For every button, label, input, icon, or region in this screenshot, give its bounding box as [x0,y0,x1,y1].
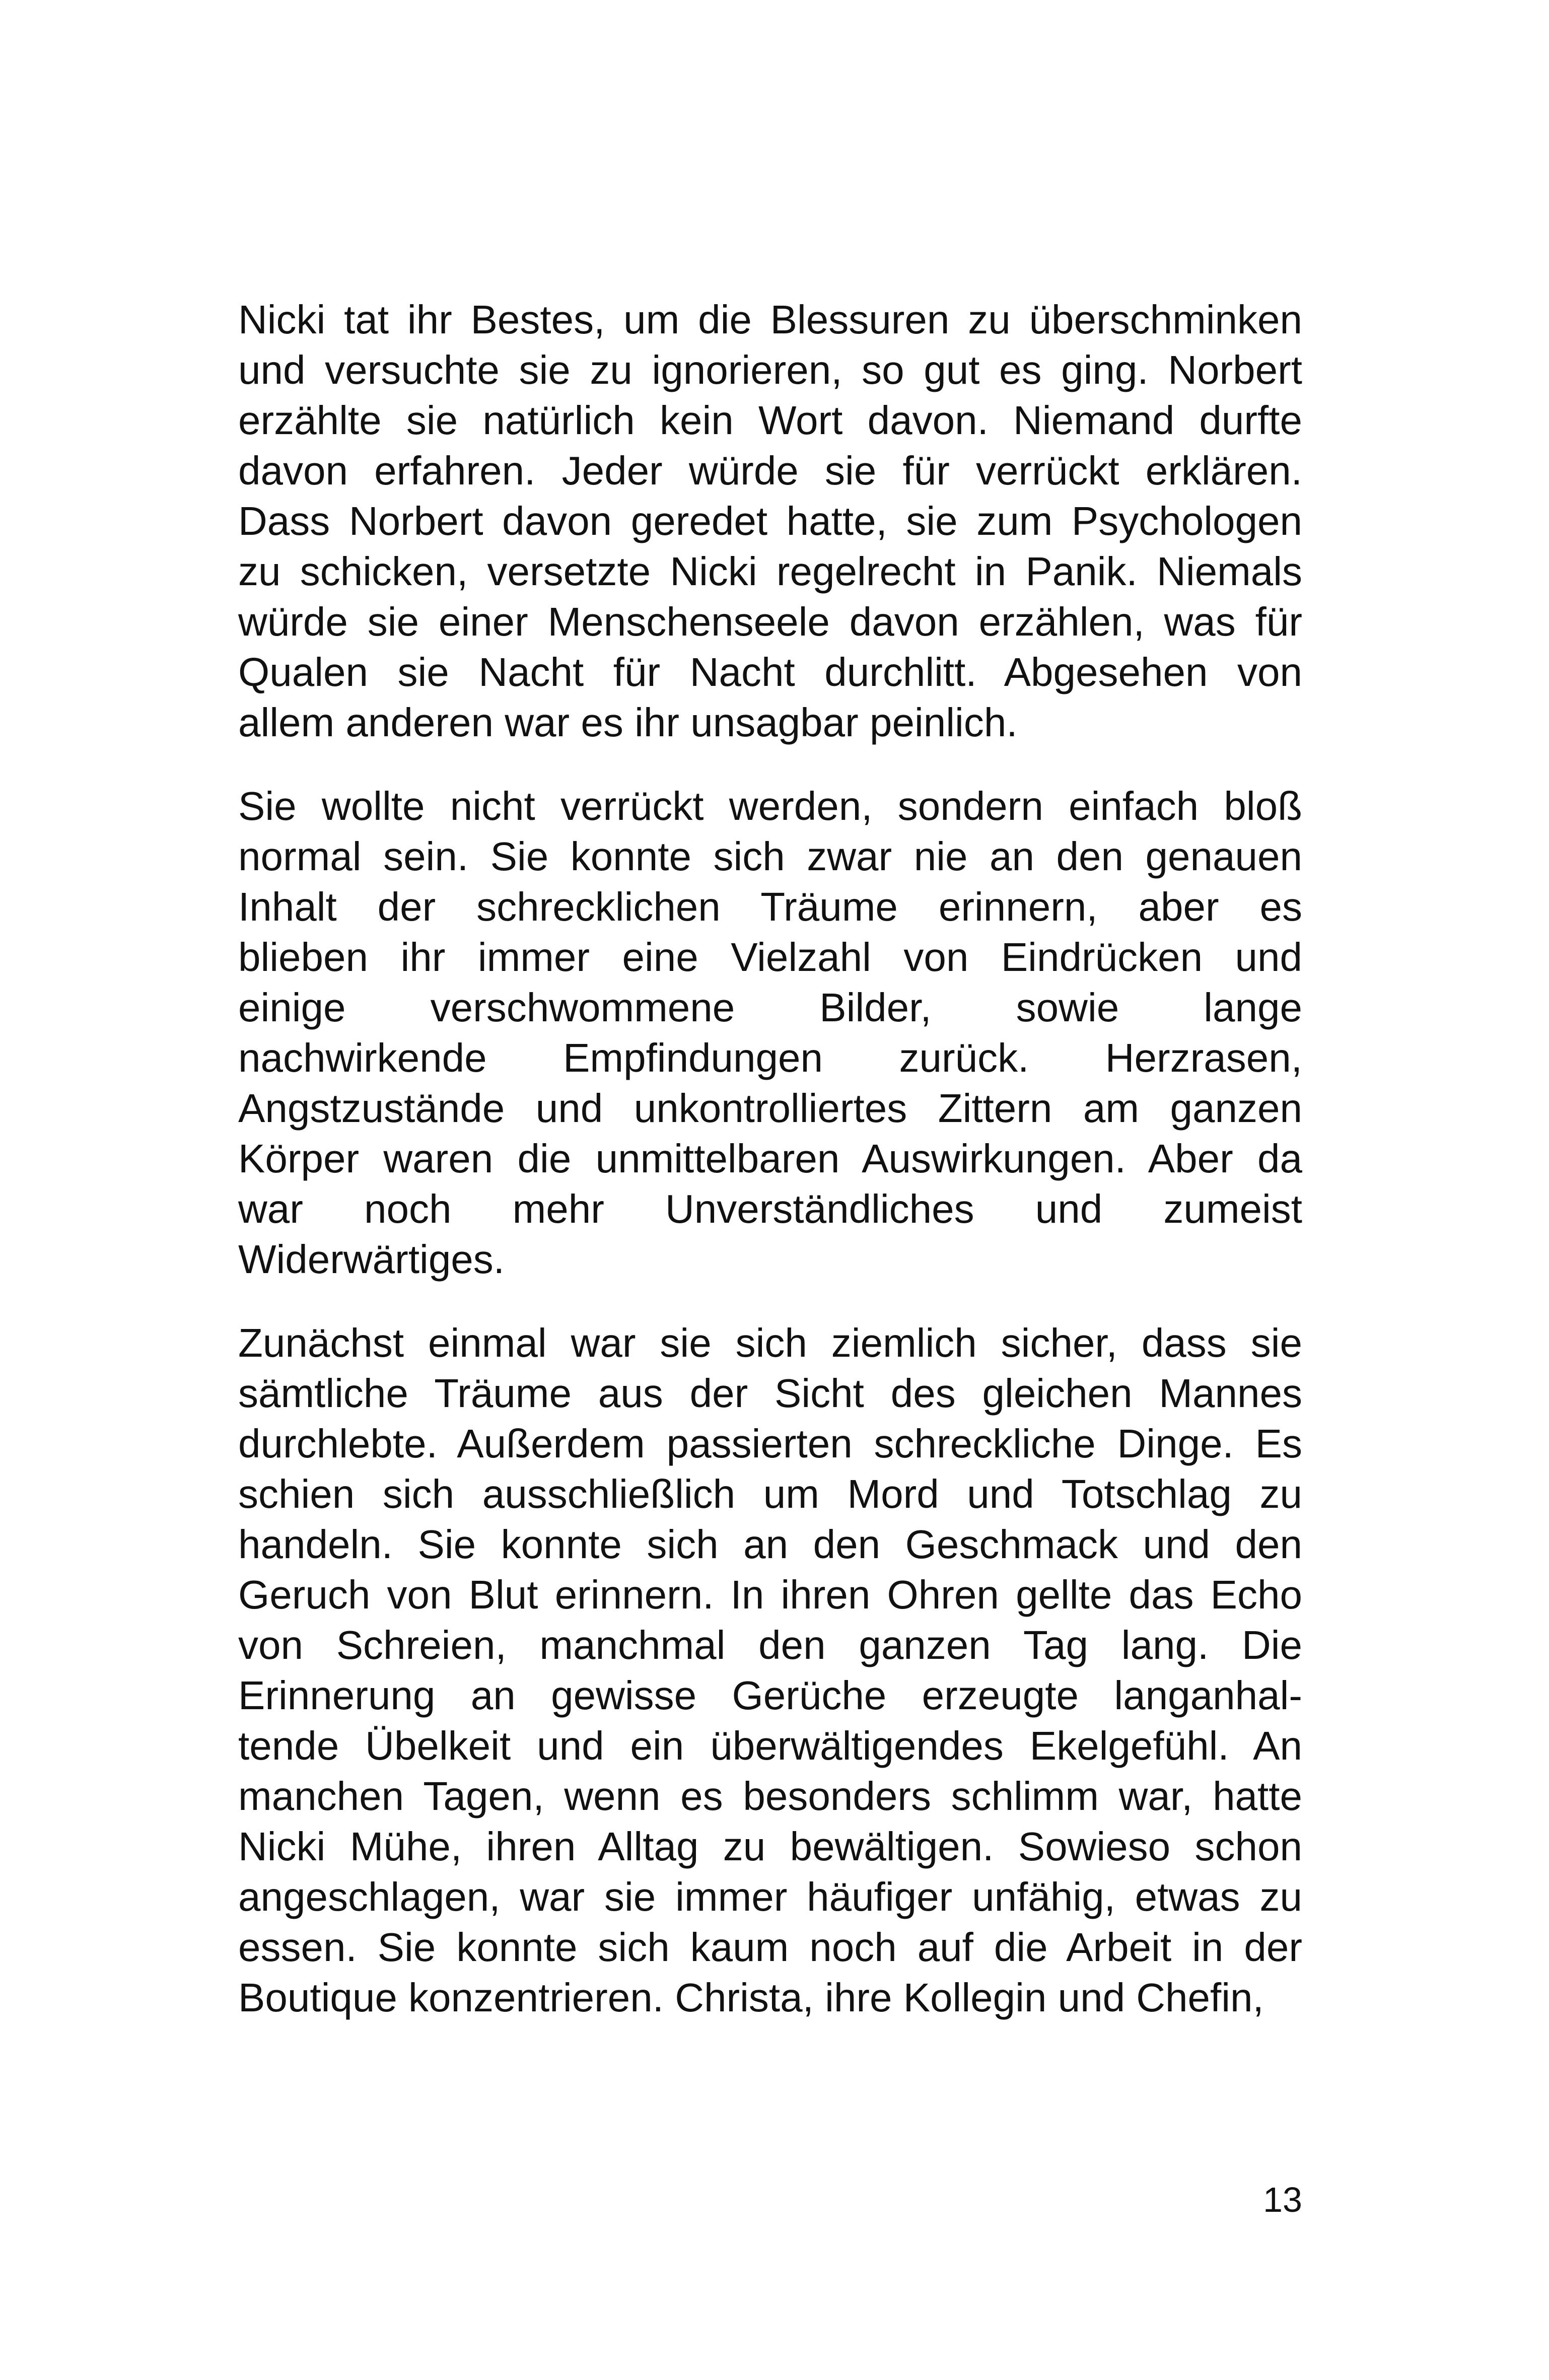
page-number: 13 [1263,2180,1302,2219]
paragraph-gap [238,1285,1302,1318]
text-line: würde sie einer Menschenseele davon erzählen, was für [238,599,1302,644]
paragraph-gap [238,748,1302,781]
text-line: Nicki tat ihr Bestes, um die Blessuren zu überschminken [238,297,1302,342]
text-line: zu schicken, versetzte Nicki regelrecht in Panik. Niemals [238,549,1302,594]
text-line: allem anderen war es ihr unsagbar peinlich. [238,700,1018,745]
text-line: Nicki Mühe, ihren Alltag zu bewältigen. Sowieso schon [238,1824,1302,1869]
text-line: war noch mehr Unverständliches und zumeist [238,1186,1302,1231]
text-line: manchen Tagen, wenn es besonders schlimm war, hatte [238,1774,1302,1818]
text-line: Geruch von Blut erinnern. In ihren Ohren gellte das Echo [238,1572,1302,1617]
text-line: handeln. Sie konnte sich an den Geschmack und den [238,1522,1302,1567]
text-line: blieben ihr immer eine Vielzahl von Eindrücken und [238,935,1302,979]
text-line: Angstzustände und unkontrolliertes Zittern am ganzen [238,1086,1302,1131]
text-line: durchlebte. Außerdem passierten schreckliche Dinge. Es [238,1421,1302,1466]
text-line: einige verschwommene Bilder, sowie lange [238,985,1302,1030]
text-line: normal sein. Sie konnte sich zwar nie an den genauen [238,834,1302,879]
paragraph [238,781,1302,1285]
text-line: davon erfahren. Jeder würde sie für verrückt erklären. [238,448,1302,493]
text-line: essen. Sie konnte sich kaum noch auf die Arbeit in der [238,1925,1302,1970]
text-line: Widerwärtiges. [238,1237,505,1282]
text-line: tende Übelkeit und ein überwältigendes Ekelgefühl. An [238,1723,1302,1768]
text-line: Zunächst einmal war sie sich ziemlich sicher, dass sie [238,1320,1302,1365]
text-line: Boutique konzentrieren. Christa, ihre Kollegin und Chefin, [238,1975,1264,2020]
text-line: von Schreien, manchmal den ganzen Tag lang. Die [238,1623,1302,1667]
text-line: schien sich ausschließlich um Mord und Totschlag zu [238,1472,1302,1516]
text-line: Dass Norbert davon geredet hatte, sie zum Psychologen [238,499,1302,543]
text-line: Inhalt der schrecklichen Träume erinnern, aber es [238,884,1302,929]
text-line: Körper waren die unmittelbaren Auswirkungen. Aber da [238,1136,1302,1181]
text-line: sämtliche Träume aus der Sicht des gleichen Mannes [238,1371,1302,1416]
text-line: angeschlagen, war sie immer häufiger unfähig, etwas zu [238,1874,1302,1919]
body-text [238,295,1302,2023]
paragraph [238,1318,1302,2023]
paragraph [238,295,1302,748]
text-line: Qualen sie Nacht für Nacht durchlitt. Abgesehen von [238,650,1302,694]
text-line: nachwirkende Empfindungen zurück. Herzrasen, [238,1035,1302,1080]
text-line: Erinnerung an gewisse Gerüche erzeugte langanhal- [238,1673,1302,1718]
text-line: erzählte sie natürlich kein Wort davon. Niemand durfte [238,398,1302,443]
text-line: Sie wollte nicht verrückt werden, sondern einfach bloß [238,784,1302,828]
text-line: und versuchte sie zu ignorieren, so gut es ging. Norbert [238,347,1302,392]
